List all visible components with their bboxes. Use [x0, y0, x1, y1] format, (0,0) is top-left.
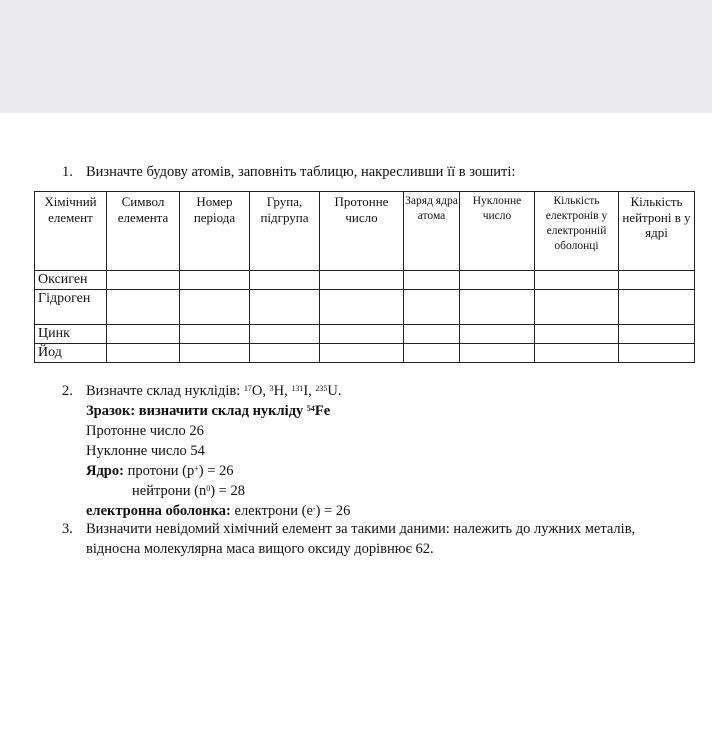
nuclide-mass: 17 [243, 384, 252, 393]
task-1-text: Визначте будову атомів, заповніть таблицю, накресливши її в зошиті: [86, 164, 516, 180]
task-2-heading [62, 381, 350, 401]
protons-text: протони (p [127, 463, 195, 479]
task-2-text: Визначте склад нуклідів: [86, 383, 241, 399]
empty-cell [320, 344, 404, 363]
empty-cell [404, 290, 460, 325]
nuclide-separator: . [337, 383, 342, 399]
sample-label: Зразок: визначити склад нукліду [86, 403, 304, 419]
task-3-text: Визначити невідомий хімічний елемент за такими даними: належить до лужних металів, відносна молекулярна маса вищого оксиду дорівнює 62. [86, 521, 636, 557]
nuclide-separator: , [262, 383, 270, 399]
protons-value: ) = 26 [198, 463, 234, 479]
header-cell: Номер періода [180, 192, 250, 271]
table-header-row [35, 192, 695, 271]
empty-cell [535, 344, 619, 363]
empty-cell [535, 271, 619, 290]
empty-cell [180, 271, 250, 290]
task-3-row [62, 519, 692, 559]
atoms-table [34, 191, 695, 363]
task-3 [62, 519, 692, 559]
empty-cell [619, 344, 695, 363]
nuclide-separator: , [284, 383, 292, 399]
empty-cell [180, 290, 250, 325]
empty-cell [619, 271, 695, 290]
empty-cell [320, 271, 404, 290]
empty-cell [107, 325, 180, 344]
empty-cell [460, 325, 535, 344]
electrons-charge: - [312, 504, 316, 513]
empty-cell [460, 344, 535, 363]
nuclide-mass: 3 [269, 384, 274, 393]
empty-cell [404, 344, 460, 363]
header-cell: Символ елемента [107, 192, 180, 271]
header-cell: Заряд ядра атома [404, 192, 460, 271]
electrons-value: ) = 26 [315, 503, 351, 519]
nucleon-number-line: Нуклонне число 54 [86, 443, 205, 459]
empty-cell [535, 325, 619, 344]
electrons-text: електрони (e [234, 503, 313, 519]
task-2-number: 2. [62, 383, 73, 399]
empty-cell [535, 290, 619, 325]
neutrons-text: нейтрони (n [132, 483, 207, 499]
empty-cell [320, 325, 404, 344]
table-row [35, 271, 695, 290]
nuclide-symbol: U [327, 383, 338, 399]
element-name-cell: Гідроген [35, 290, 107, 325]
shell-label: електронна оболонка: [86, 503, 231, 519]
neutrons-line [62, 481, 350, 501]
empty-cell [250, 344, 320, 363]
empty-cell [180, 344, 250, 363]
task-1-number: 1. [62, 164, 73, 180]
empty-cell [250, 290, 320, 325]
empty-cell [107, 271, 180, 290]
element-name-cell: Йод [35, 344, 107, 363]
table-row [35, 290, 695, 325]
top-gray-bar [0, 0, 712, 113]
nucleus-protons-line [62, 461, 350, 481]
element-name-cell: Цинк [35, 325, 107, 344]
nuclide-separator: , [308, 383, 316, 399]
sample-symbol: Fe [314, 403, 331, 419]
task-3-number: 3. [62, 521, 73, 537]
empty-cell [619, 290, 695, 325]
header-cell: Нуклонне число [460, 192, 535, 271]
neutrons-value: ) = 28 [210, 483, 245, 499]
element-name-cell: Оксиген [35, 271, 107, 290]
header-cell: Група, підгрупа [250, 192, 320, 271]
empty-cell [107, 290, 180, 325]
sample-line [62, 401, 350, 421]
protons-charge: + [194, 464, 199, 473]
empty-cell [404, 271, 460, 290]
nucleus-label: Ядро: [86, 463, 124, 479]
nuclide-symbol: O [251, 383, 263, 399]
header-cell: Протонне число [320, 192, 404, 271]
table-row [35, 325, 695, 344]
empty-cell [460, 271, 535, 290]
neutrons-charge: 0 [206, 484, 211, 493]
empty-cell [619, 325, 695, 344]
nuclide-symbol: H [273, 383, 285, 399]
nuclide-list [244, 383, 342, 399]
empty-cell [404, 325, 460, 344]
nuclide-mass: 235 [315, 384, 328, 393]
nuclide-symbol: I [303, 383, 309, 399]
sample-mass: 54 [306, 404, 315, 413]
proton-number-line: Протонне число 26 [86, 423, 204, 439]
header-cell: Кількість нейтроні в у ядрі [619, 192, 695, 271]
empty-cell [320, 290, 404, 325]
empty-cell [107, 344, 180, 363]
empty-cell [250, 325, 320, 344]
nuclide-mass: 131 [291, 384, 304, 393]
header-cell: Кількість електронів у електронній оболонці [535, 192, 619, 271]
empty-cell [250, 271, 320, 290]
empty-cell [180, 325, 250, 344]
task-2 [62, 381, 350, 521]
empty-cell [460, 290, 535, 325]
table-row [35, 344, 695, 363]
header-cell: Хімічний елемент [35, 192, 107, 271]
electron-shell-line [62, 501, 350, 521]
task-1 [62, 164, 515, 181]
